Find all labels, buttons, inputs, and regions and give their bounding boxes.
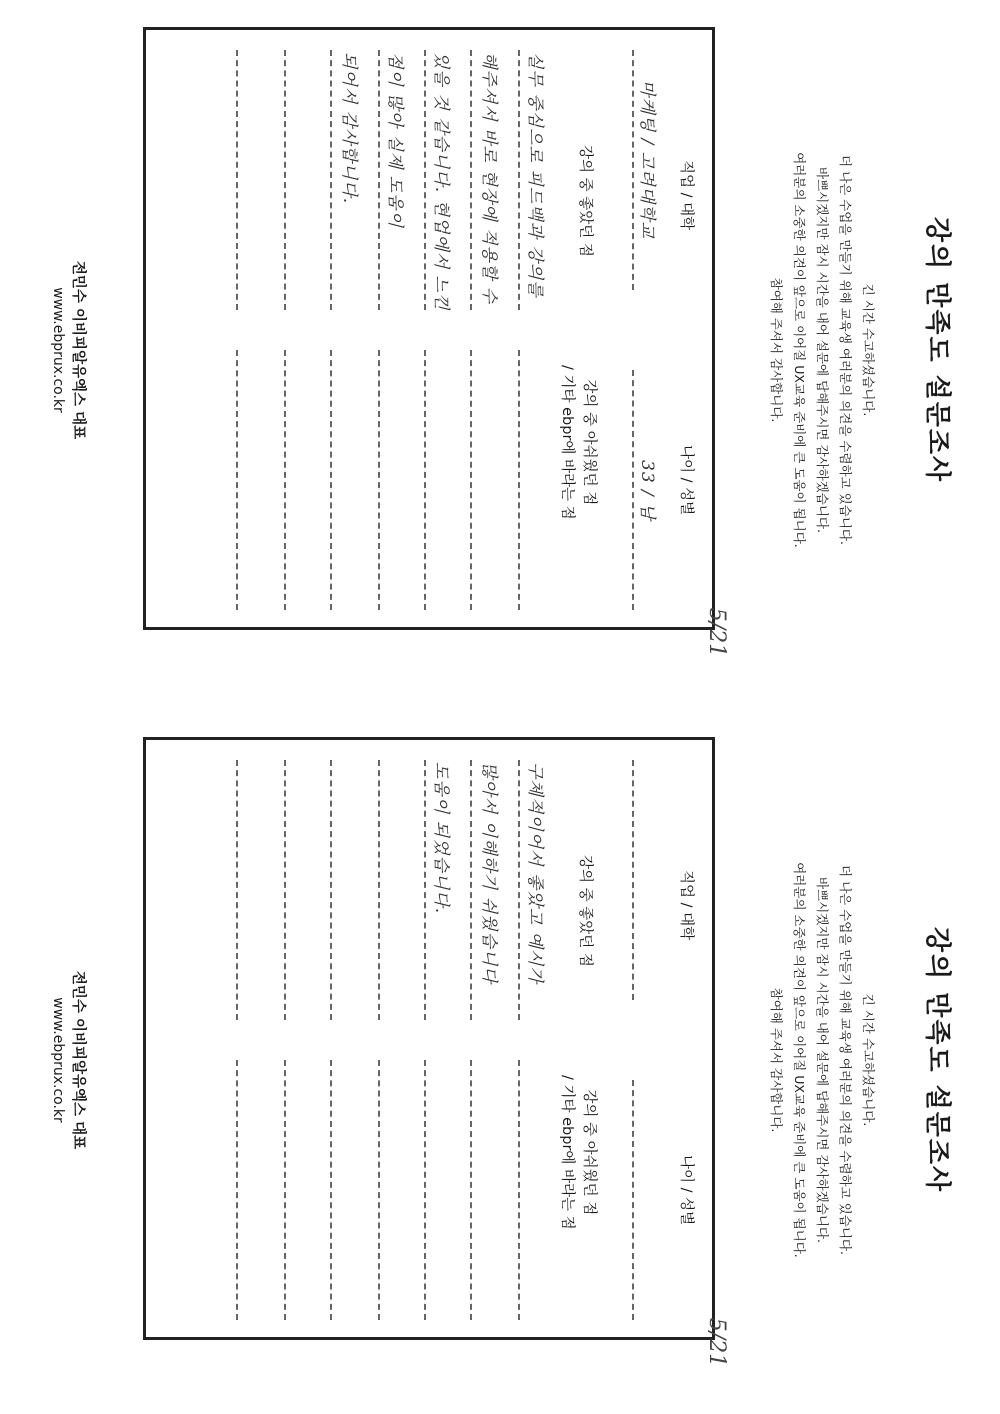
job-label: 직업 / 대학	[678, 870, 694, 941]
intro-line: 여러분의 소중한 의견이 앞으로 이어질 UX교육 준비에 큰 도움이 됩니다.	[792, 152, 807, 548]
survey-title: 강의 만족도 설문조사	[922, 926, 952, 1194]
liked-answer-line: 되어서 감사합니다.	[339, 52, 359, 205]
liked-answer-line: 실무 중심으로 피드백과 강의를	[525, 52, 545, 298]
disliked-line	[284, 1060, 286, 1320]
intro-line: 더 나은 수업을 만들기 위해 교육생 여러분의 의견을 수렴하고 있습니다.	[838, 155, 853, 545]
footer-company: 전민수 이비피알유엑스 대표	[70, 260, 86, 440]
disliked-label-line: / 기타 ebpr에 바라는 점	[559, 1075, 575, 1230]
handwritten-mark: 5/21	[704, 1317, 730, 1368]
footer-company: 전민수 이비피알유엑스 대표	[70, 970, 86, 1150]
liked-line	[330, 50, 332, 310]
liked-line	[284, 50, 286, 310]
intro-line: 참여해 주셔서 감사합니다.	[769, 277, 784, 423]
survey-intro	[765, 710, 880, 1410]
liked-line	[236, 760, 238, 1020]
liked-label: 강의 중 좋았던 점	[577, 855, 593, 967]
disliked-line	[378, 350, 380, 610]
liked-line	[378, 50, 380, 310]
liked-line	[330, 760, 332, 1020]
disliked-line	[236, 350, 238, 610]
intro-line: 참여해 주셔서 감사합니다.	[769, 987, 784, 1133]
survey-form-first	[0, 0, 1000, 700]
age-gender-answer-line	[632, 370, 634, 610]
disliked-line	[518, 350, 520, 610]
footer-url: www.ebprux.co.kr	[50, 287, 66, 413]
intro-line: 긴 시간 수고하셨습니다.	[861, 283, 876, 417]
disliked-line	[470, 1060, 472, 1320]
survey-intro	[765, 0, 880, 700]
disliked-line	[424, 350, 426, 610]
job-label: 직업 / 대학	[678, 160, 694, 231]
response-box	[143, 27, 715, 630]
intro-line: 바쁘시겠지만 잠시 시간을 내어 설문에 답해주시면 감사하겠습니다.	[815, 877, 830, 1243]
liked-line	[424, 50, 426, 310]
liked-answer-line: 많아서 이해하기 쉬웠습니다	[479, 762, 499, 984]
disliked-line	[330, 350, 332, 610]
disliked-line	[284, 350, 286, 610]
survey-title: 강의 만족도 설문조사	[922, 216, 952, 484]
job-answer-line	[632, 50, 634, 290]
liked-line	[378, 760, 380, 1020]
handwritten-mark: 5/21	[704, 607, 730, 658]
age-gender-label: 나이 / 성별	[678, 445, 694, 516]
disliked-line	[518, 1060, 520, 1320]
liked-line	[518, 760, 520, 1020]
footer-url: www.ebprux.co.kr	[50, 997, 66, 1123]
liked-line	[236, 50, 238, 310]
disliked-line	[378, 1060, 380, 1320]
liked-line	[470, 760, 472, 1020]
liked-answer-line: 해주셔서 바로 현장에 적용할 수	[479, 52, 499, 305]
liked-line	[424, 760, 426, 1020]
liked-line	[518, 50, 520, 310]
disliked-label-line: / 기타 ebpr에 바라는 점	[559, 365, 575, 520]
disliked-label-line: 강의 중 아쉬웠던 점	[581, 379, 597, 506]
intro-line: 긴 시간 수고하셨습니다.	[861, 993, 876, 1127]
age-gender-label: 나이 / 성별	[678, 1155, 694, 1226]
liked-line	[470, 50, 472, 310]
liked-answer-line: 있을 것 같습니다. 현업에서 느낀	[431, 52, 451, 311]
disliked-label	[556, 1075, 600, 1230]
job-answer: 마케팅 / 고려대학교	[637, 80, 657, 239]
age-gender-answer-line	[632, 1080, 634, 1320]
disliked-line	[236, 1060, 238, 1320]
age-gender-answer: 33 / 남	[637, 460, 657, 521]
liked-line	[284, 760, 286, 1020]
disliked-line	[424, 1060, 426, 1320]
disliked-label	[556, 365, 600, 520]
job-answer-line	[632, 760, 634, 1000]
intro-line: 바쁘시겠지만 잠시 시간을 내어 설문에 답해주시면 감사하겠습니다.	[815, 167, 830, 533]
liked-label: 강의 중 좋았던 점	[577, 145, 593, 257]
disliked-line	[330, 1060, 332, 1320]
response-box	[143, 737, 715, 1340]
liked-answer-line: 구체적이어서 좋았고 예시가	[525, 762, 545, 984]
liked-answer-line: 점이 많아 실제 도움이	[385, 52, 405, 229]
disliked-line	[470, 350, 472, 610]
liked-answer-line: 도움이 되었습니다.	[431, 762, 451, 915]
intro-line: 더 나은 수업을 만들기 위해 교육생 여러분의 의견을 수렴하고 있습니다.	[838, 865, 853, 1255]
survey-form-second	[0, 710, 1000, 1410]
intro-line: 여러분의 소중한 의견이 앞으로 이어질 UX교육 준비에 큰 도움이 됩니다.	[792, 862, 807, 1258]
disliked-label-line: 강의 중 아쉬웠던 점	[581, 1089, 597, 1216]
